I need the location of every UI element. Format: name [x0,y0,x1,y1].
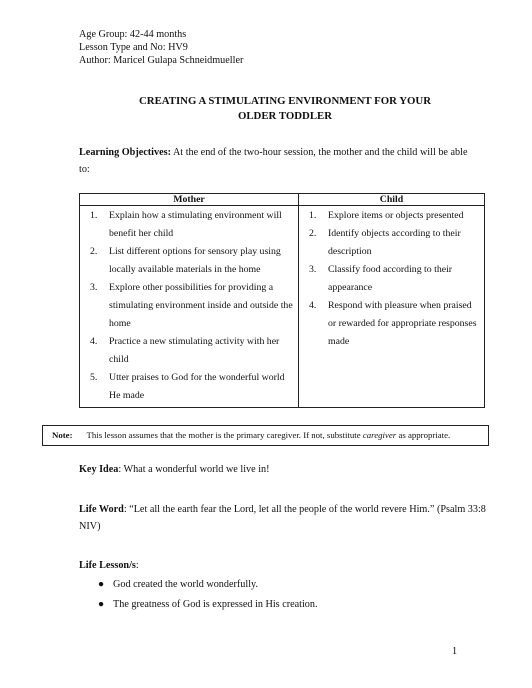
author: Author: Maricel Gulapa Schneidmueller [79,55,244,66]
list-item: ● God created the world wonderfully. [79,575,318,595]
list-item: ● The greatness of God is expressed in His creation. [79,595,318,615]
child-objectives-cell [299,206,485,408]
lesson-type: Lesson Type and No: HV9 [79,42,188,53]
list-item: 1. Explain how a stimulating environment will benefit her child [90,210,282,239]
note-text-end: as appropriate. [398,430,451,440]
learning-objectives [79,144,479,178]
bullet-icon: ● [98,599,105,610]
objectives-text: At the end of the two-hour session, the mother and the child will be able to: [79,147,468,175]
bullet-icon: ● [98,579,105,590]
note-label: Note: [52,430,73,440]
note-box [42,425,489,446]
lesson-header [79,28,243,67]
list-item: 5. Utter praises to God for the wonderful world He made [90,372,285,401]
list-item: 2. Identify objects according to their description [309,228,461,257]
life-lessons-heading: Life Lesson/s: [79,560,139,571]
child-column-header: Child [299,194,485,206]
age-group: Age Group: 42-44 months [79,29,187,40]
note-italic: caregiver [362,430,397,440]
list-item: 3. Explore other possibilities for providing a stimulating environment inside and outside the home [90,282,293,329]
list-item: 4. Respond with pleasure when praised or rewarded for appropriate responses made [309,300,477,347]
key-idea [79,464,270,475]
mother-column-header: Mother [80,194,299,206]
note-text: This lesson assumes that the mother is the primary caregiver. If not, substitute [86,430,361,440]
life-lessons-list [79,575,318,615]
list-item: 4. Practice a new stimulating activity with her child [90,336,280,365]
objectives-table [79,193,485,408]
list-item: 3. Classify food according to their appearance [309,264,453,293]
key-idea-text: : What a wonderful world we live in! [118,464,270,475]
page-number: 1 [452,646,458,657]
document-title [60,94,510,124]
mother-objectives-cell [80,206,299,408]
life-word-label: Life Word [79,504,124,515]
key-idea-label: Key Idea [79,464,119,475]
title-line-2: OLDER TODDLER [237,110,333,122]
title-line-1: CREATING A STIMULATING ENVIRONMENT FOR YOUR [138,95,432,107]
life-word-text: : “Let all the earth fear the Lord, let all the people of the world revere Him.” (Psalm 33:8 NIV) [79,504,486,532]
objectives-label: Learning Objectives: [79,147,171,158]
life-word [79,501,489,535]
list-item: 1. Explore items or objects presented [309,210,464,221]
list-item: 2. List different options for sensory play using locally available materials in the home [90,246,281,275]
